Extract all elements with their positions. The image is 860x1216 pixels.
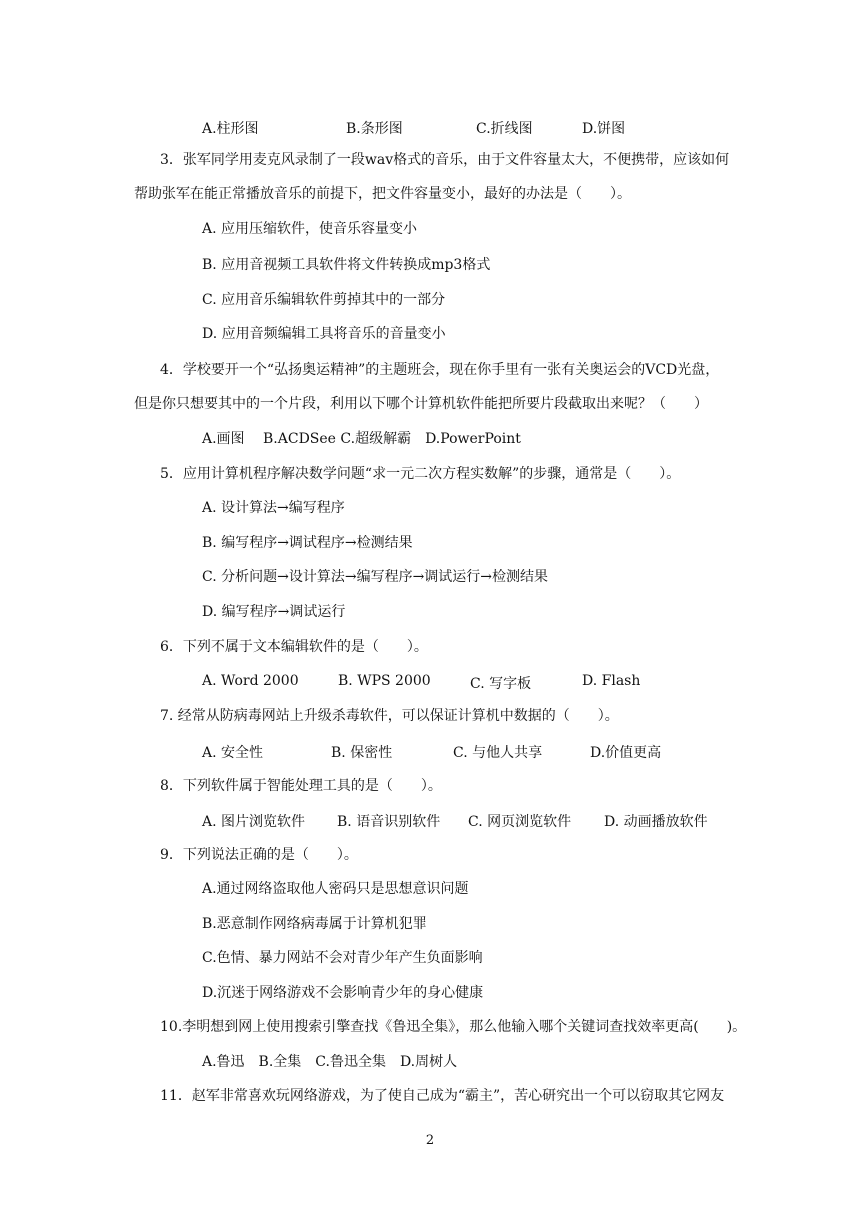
q8-option-b: B. 语音识别软件 — [337, 814, 441, 830]
q9-option-b: B.恶意制作网络病毒属于计算机犯罪 — [202, 916, 427, 932]
q3-option-d: D. 应用音频编辑工具将音乐的音量变小 — [202, 326, 446, 342]
q4-stem-line-1: 4．学校要开一个“弘扬奥运精神”的主题班会，现在你手里有一张有关奥运会的VCD光盘， — [160, 362, 720, 378]
q7-option-c: C. 与他人共享 — [453, 745, 543, 761]
page-number: 2 — [425, 1133, 435, 1148]
q3-stem-line-1: 3．张军同学用麦克风录制了一段wav格式的音乐，由于文件容量太大，不便携带，应该如何 — [160, 152, 730, 168]
q5-option-a: A. 设计算法→编写程序 — [202, 500, 345, 516]
q6-option-b: B. WPS 2000 — [338, 673, 431, 689]
q6-option-a: A. Word 2000 — [202, 673, 299, 689]
q7-option-b: B. 保密性 — [331, 745, 393, 761]
q7-option-d: D.价值更高 — [590, 745, 662, 761]
q9-option-d: D.沉迷于网络游戏不会影响青少年的身心健康 — [202, 985, 484, 1001]
q11-stem-line-1: 11．赵军非常喜欢玩网络游戏，为了使自己成为“霸主”，苦心研究出一个可以窃取其它网友 — [160, 1088, 725, 1104]
q6-stem: 6．下列不属于文本编辑软件的是（ ）。 — [160, 639, 428, 655]
q4-stem-line-2: 但是你只想要其中的一个片段，利用以下哪个计算机软件能把所要片段截取出来呢？（ ） — [134, 396, 708, 412]
q7-stem: 7. 经常从防病毒网站上升级杀毒软件，可以保证计算机中数据的（ ）。 — [160, 708, 619, 724]
q8-option-d: D. 动画播放软件 — [604, 814, 708, 830]
q3-option-a: A. 应用压缩软件，使音乐容量变小 — [202, 221, 418, 237]
q2-option-b: B.条形图 — [346, 121, 403, 137]
q6-option-c: C. 写字板 — [470, 676, 532, 692]
q2-option-d: D.饼图 — [582, 121, 626, 137]
q3-option-c: C. 应用音乐编辑软件剪掉其中的一部分 — [202, 292, 446, 308]
q8-stem: 8．下列软件属于智能处理工具的是（ ）。 — [160, 778, 442, 794]
q8-option-a: A. 图片浏览软件 — [202, 814, 306, 830]
q10-stem: 10.李明想到网上使用搜索引擎查找《鲁迅全集》，那么他输入哪个关键词查找效率更高( )。 — [160, 1019, 747, 1035]
q2-option-a: A.柱形图 — [202, 121, 259, 137]
q10-options: A.鲁迅 B.全集 C.鲁迅全集 D.周树人 — [202, 1054, 458, 1070]
q5-option-d: D. 编写程序→调试运行 — [202, 604, 346, 620]
q9-option-c: C.色情、暴力网站不会对青少年产生负面影响 — [202, 950, 483, 966]
q2-option-c: C.折线图 — [476, 121, 533, 137]
q8-option-c: C. 网页浏览软件 — [468, 814, 572, 830]
q6-option-d: D. Flash — [582, 673, 641, 689]
q9-option-a: A.通过网络盗取他人密码只是思想意识问题 — [202, 881, 469, 897]
q3-stem-line-2: 帮助张军在能正常播放音乐的前提下，把文件容量变小，最好的办法是（ ）。 — [134, 186, 631, 202]
q5-option-b: B. 编写程序→调试程序→检测结果 — [202, 535, 413, 551]
q5-stem: 5．应用计算机程序解决数学问题“求一元二次方程实数解”的步骤，通常是（ ）。 — [160, 466, 681, 482]
q3-option-b: B. 应用音视频工具软件将文件转换成mp3格式 — [202, 257, 491, 273]
q4-options: A.画图 B.ACDSee C.超级解霸 D.PowerPoint — [202, 431, 521, 447]
q9-stem: 9．下列说法正确的是（ ）。 — [160, 847, 358, 863]
q5-option-c: C. 分析问题→设计算法→编写程序→调试运行→检测结果 — [202, 569, 549, 585]
q7-option-a: A. 安全性 — [202, 745, 264, 761]
